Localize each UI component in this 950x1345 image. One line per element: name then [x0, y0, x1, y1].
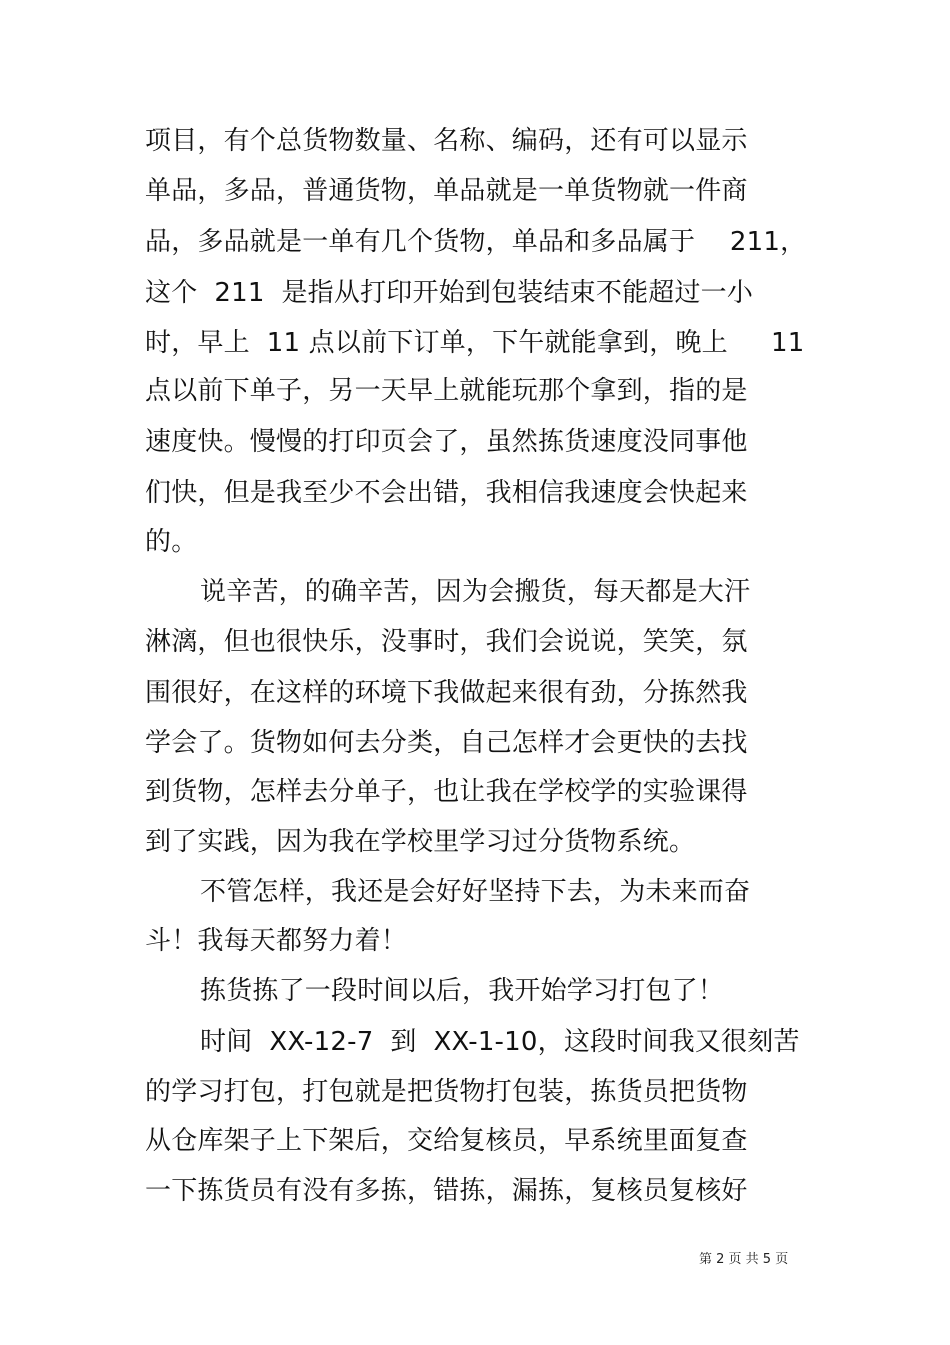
body-line: 单品，多品，普通货物，单品就是一单货物就一件商: [145, 176, 748, 206]
body-line: 时，早上 11 点以前下订单，下午就能拿到，晚上 11: [145, 328, 805, 358]
page-number-footer: 第 2 页 共 5 页: [699, 1252, 789, 1267]
body-line: 的。: [145, 527, 198, 557]
body-line: 的学习打包，打包就是把货物打包装，拣货员把货物: [145, 1077, 748, 1107]
body-line: 从仓库架子上下架后，交给复核员，早系统里面复查: [145, 1126, 748, 1156]
body-line: 到货物，怎样去分单子，也让我在学校学的实验课得: [145, 777, 748, 807]
body-line: 速度快。慢慢的打印页会了，虽然拣货速度没同事他: [145, 427, 748, 457]
body-line: 斗！我每天都努力着！: [145, 926, 408, 956]
body-line: 淋漓，但也很快乐，没事时，我们会说说，笑笑，氛: [145, 627, 748, 657]
body-line: 项目，有个总货物数量、名称、编码，还有可以显示: [145, 126, 748, 156]
paragraph-first-line: 不管怎样，我还是会好好坚持下去，为未来而奋: [200, 877, 751, 907]
paragraph-first-line: 拣货拣了一段时间以后，我开始学习打包了！: [200, 976, 725, 1006]
body-line: 学会了。货物如何去分类，自己怎样才会更快的去找: [145, 728, 748, 758]
body-line: 一下拣货员有没有多拣，错拣，漏拣，复核员复核好: [145, 1176, 748, 1206]
body-line: 们快，但是我至少不会出错，我相信我速度会快起来: [145, 478, 748, 508]
body-line: 品，多品就是一单有几个货物，单品和多品属于 211，: [145, 227, 807, 257]
paragraph-first-line: 时间 XX-12-7 到 XX-1-10，这段时间我又很刻苦: [200, 1027, 800, 1057]
body-line: 点以前下单子，另一天早上就能玩那个拿到，指的是: [145, 376, 748, 406]
body-line: 这个 211 是指从打印开始到包装结束不能超过一小: [145, 278, 754, 308]
body-line: 围很好，在这样的环境下我做起来很有劲，分拣然我: [145, 678, 748, 708]
body-line: 到了实践，因为我在学校里学习过分货物系统。: [145, 827, 696, 857]
paragraph-first-line: 说辛苦，的确辛苦，因为会搬货，每天都是大汗: [200, 577, 751, 607]
